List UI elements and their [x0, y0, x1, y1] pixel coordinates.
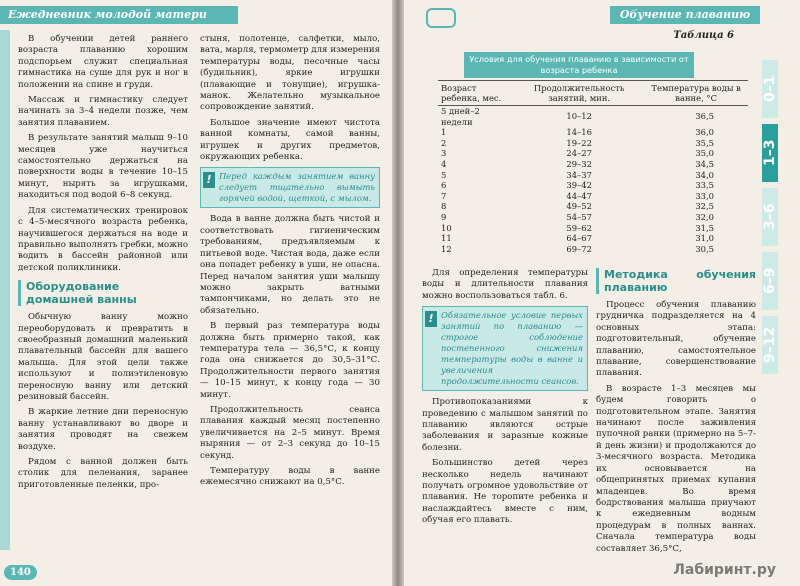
watermark-logo: Лабиринт.ру: [673, 562, 776, 578]
table-row: [438, 201, 748, 212]
table-cell: 9: [441, 211, 447, 222]
table-cell: 33,5: [695, 180, 714, 191]
right-page: [404, 0, 800, 586]
table-row: [438, 138, 748, 149]
table-cell: 44–47: [566, 190, 592, 201]
table-header: Температура воды в ванне, °С: [644, 81, 748, 106]
paragraph: Продолжительность сеанса плавания каждый месяц постепенно увеличивается на 2–5 минут. Время ныряния — от 2–3 секунд до 10–15 секунд.: [200, 404, 380, 461]
running-header: Ежедневник молодой матери: [0, 6, 238, 24]
table-cell: 7: [441, 190, 447, 201]
paragraph: Противопоказаниями к проведению с малышом занятий по плаванию являются острые заболевания и заразные кожные болезни.: [422, 397, 588, 453]
table-cell: 12: [441, 243, 452, 254]
paragraph: В жаркие летние дни переносную ванну устанавливают во дворе и занятия проводят на свежем воздухе.: [18, 407, 188, 452]
paragraph: Для систематических тренировок с 4–5-месячного возраста ребенка, научившегося держаться на воде и правильно выполнять гребки, можно водить в бассейн районной или детской поликлиники.: [18, 205, 188, 273]
table-cell: 39–42: [566, 180, 592, 191]
table-row: [438, 170, 748, 181]
table-cell: 64–67: [566, 233, 592, 244]
paragraph: В первый раз температура воды должна быть примерно такой, как температура тела — 36,5°С, к концу года она снижается до 30,5–31°С. Продолжительности первого занятия — 10–15 минут, к концу года — 30 минут.: [200, 321, 380, 400]
table-cell: 35,0: [695, 148, 714, 159]
page-number: 140: [4, 565, 37, 580]
table-cell: 69–72: [566, 243, 592, 254]
table-cell: 32,5: [695, 201, 714, 212]
paragraph: Температуру воды в ванне ежемесячно снижают на 0,5°С.: [200, 466, 380, 488]
age-tab[interactable]: 0–1: [762, 60, 778, 118]
table-row: [438, 233, 748, 244]
table-cell: 1: [441, 127, 447, 138]
age-tab-active[interactable]: 1–3: [762, 124, 778, 182]
table-row: [438, 244, 748, 255]
left-page: [0, 0, 392, 586]
table-cell: 30,5: [695, 243, 714, 254]
table-header: Продолжительность занятий, мин.: [514, 81, 644, 106]
table-cell: 5 дней–2 недели: [441, 106, 480, 127]
table-row: [438, 180, 748, 191]
paragraph: Для определения температуры воды и длительности плавания можно воспользоваться табл. 6.: [422, 268, 588, 301]
table-cell: 32,0: [695, 211, 714, 222]
table-row: [438, 159, 748, 170]
table-header: Возраст ребенка, мес.: [438, 81, 514, 106]
age-tab[interactable]: 9–12: [762, 316, 778, 374]
table-cell: 34–37: [566, 169, 592, 180]
table-caption: Таблица 6: [673, 30, 734, 41]
table-cell: 34,0: [695, 169, 714, 180]
table-row: [438, 191, 748, 202]
table-row: [438, 148, 748, 159]
callout-box: [422, 306, 588, 391]
right-column-1: [422, 268, 588, 531]
age-tab[interactable]: 6–9: [762, 252, 778, 310]
paragraph: стыня, полотенце, салфетки, мыло, вата, марля, термометр для измерения температуры воды, песочные часы (будильник), яркие игрушки (плавающие и тонущие), игрушка-манок. Желательно музыкальное сопровождение занятий.: [200, 34, 380, 113]
table-cell: 34,5: [695, 158, 714, 169]
data-table: [438, 80, 748, 254]
table-cell: 14–16: [566, 127, 592, 138]
table-cell: 11: [441, 233, 452, 244]
callout-text: Обязательное условие первых занятий по плаванию — строгое соблюдение постепенного снижения температуры воды в ванне и увеличения продолжительности сеансов.: [441, 310, 583, 387]
table-cell: 36,5: [695, 111, 714, 122]
side-tab-strip: [0, 30, 10, 550]
callout-text: Перед каждым занятием ванну следует тщательно вымыть горячей водой, щеткой, с мылом.: [219, 171, 375, 204]
table-row: [438, 106, 748, 128]
table-cell: 33,0: [695, 190, 714, 201]
book-gutter: [392, 0, 404, 586]
paragraph: В обучении детей раннего возраста плаванию хорошим подспорьем служит специальная гимнастика на суше для рук и ног в положении на спине и груди.: [18, 34, 188, 90]
table-cell: 59–62: [566, 222, 592, 233]
table-cell: 6: [441, 180, 447, 191]
table-cell: 24–27: [566, 148, 592, 159]
table-body: [438, 106, 748, 255]
table-cell: 10: [441, 222, 452, 233]
running-header: Обучение плаванию: [610, 6, 760, 24]
exclamation-icon: !: [203, 172, 215, 188]
table-cell: 19–22: [566, 137, 592, 148]
table-row: [438, 223, 748, 234]
table-cell: 10–12: [566, 111, 592, 122]
age-tabs: [762, 60, 800, 380]
table-cell: 49–52: [566, 201, 592, 212]
table-row: [438, 212, 748, 223]
paragraph: Массаж и гимнастику следует начинать за 3–4 недели позже, чем занятия плаванием.: [18, 95, 188, 128]
table-cell: 29–32: [566, 158, 592, 169]
paragraph: Большое значение имеют чистота ванной комнаты, самой ванны, игрушек и других предметов, окружающих ребенка.: [200, 117, 380, 163]
paragraph: Рядом с ванной должен быть столик для пеленания, заранее приготовленные пеленки, про-: [18, 457, 188, 490]
table-title: Условия для обучения плаванию в зависимости от возраста ребенка: [464, 52, 694, 78]
table-cell: 3: [441, 148, 447, 159]
table-cell: 31,0: [695, 233, 714, 244]
table-row: [438, 127, 748, 138]
paragraph: Процесс обучения плаванию грудничка подразделяется на 4 основных этапа: подготовительный, обучение плаванию, самостоятельное плавание, совершенствование плавания.: [596, 300, 756, 379]
right-column-2: [596, 268, 756, 559]
left-column-2: [200, 34, 380, 493]
baby-logo-icon: [426, 8, 456, 28]
paragraph: В возрасте 1–3 месяцев мы будем говорить о подготовительном этапе. Занятия начинают после заживления пупочной ранки (примерно на 5–7-й день жизни) и продолжаются до 3-месячного возраста. Методика их основывается на общепринятых приемах купания младенцев. Во время бодрствования малыша приучают к ежедневным водным процедурам в полных ваннах. Сначала температура воды составляет 36,5°С,: [596, 383, 756, 554]
table-cell: 2: [441, 137, 447, 148]
table-cell: 5: [441, 169, 447, 180]
callout-box: [200, 167, 380, 208]
table-cell: 31,5: [695, 222, 714, 233]
left-column-1: [18, 34, 188, 495]
table-cell: 8: [441, 201, 447, 212]
table-cell: 4: [441, 158, 447, 169]
exclamation-icon: !: [425, 311, 437, 327]
paragraph: Большинство детей через несколько недель начинают получать огромное удовольствие от плавания. Не торопите ребенка и наслаждайтесь вместе с ним, обучая его плавать.: [422, 458, 588, 526]
paragraph: Вода в ванне должна быть чистой и соответствовать гигиеническим требованиям, предъявляемым к питьевой воде. Чистая вода, даже если она попадет ребенку в уши, не опасна. Перед началом занятия уши малышу можно закрыть ватными тампончиками, но делать это не обязательно.: [200, 214, 380, 316]
table-cell: 54–57: [566, 211, 592, 222]
table-cell: 36,0: [695, 127, 714, 138]
table-cell: 35,5: [695, 137, 714, 148]
section-heading: Оборудование домашней ванны: [18, 280, 188, 306]
age-tab[interactable]: 3–6: [762, 188, 778, 246]
section-heading: Методика обучения плаванию: [596, 268, 756, 294]
paragraph: В результате занятий малыш 9–10 месяцев уже научиться самостоятельно держаться на поверхности воды в течение 10–15 минут, нырять за игрушками, находиться под водой 6–8 секунд.: [18, 133, 188, 201]
paragraph: Обычную ванну можно переоборудовать и превратить в своеобразный домашний маленький плавательный бассейн для вашего малыша. Для этой цели также используют и полиэтиленовую переносную ванну или детский резиновый бассейн.: [18, 312, 188, 402]
